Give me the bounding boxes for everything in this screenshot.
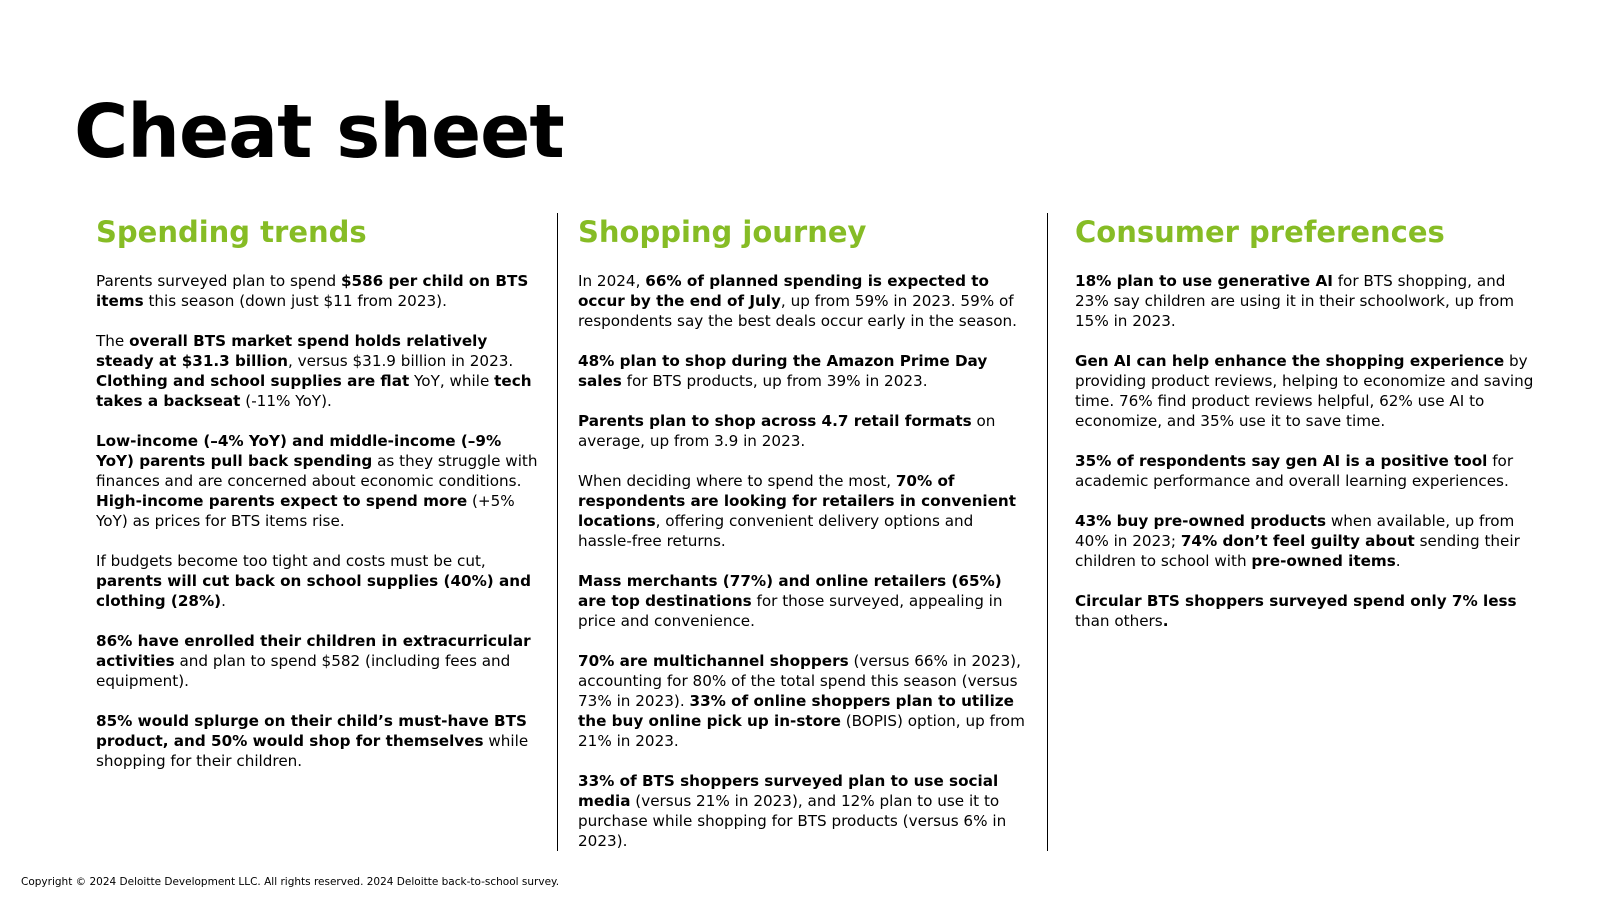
bullet-paragraph xyxy=(1075,591,1537,631)
bullet-paragraph xyxy=(96,331,542,411)
highlight-text: 43% buy pre-owned products xyxy=(1075,512,1326,530)
slide-title: Cheat sheet xyxy=(74,89,564,175)
highlight-text: tech takes a backseat xyxy=(96,372,532,410)
highlight-text: parents will cut back on school supplies (40%) and clothing (28%) xyxy=(96,572,531,610)
body-text: (versus 66% in 2023), accounting for 80% of the total spend this season (versus 73% in 2023). xyxy=(578,652,1021,710)
bullet-paragraph xyxy=(578,571,1030,631)
highlight-text: Low-income (–4% YoY) and middle-income (–9% YoY) parents pull back spending xyxy=(96,432,502,470)
spending-trends-body xyxy=(96,271,542,771)
highlight-text: 86% have enrolled their children in extracurricular activities xyxy=(96,632,531,670)
footer-copyright: Copyright © 2024 Deloitte Development LLC. All rights reserved. 2024 Deloitte back-to-school survey. xyxy=(21,876,560,888)
body-text: , offering convenient delivery options and hassle-free returns. xyxy=(578,512,974,550)
body-text: In 2024, xyxy=(578,272,646,290)
consumer-preferences-column xyxy=(1075,214,1537,651)
column-divider xyxy=(1047,213,1048,851)
spending-trends-heading: Spending trends xyxy=(96,215,367,249)
highlight-text: Circular BTS shoppers surveyed spend only 7% less xyxy=(1075,592,1517,610)
highlight-text: overall BTS market spend holds relatively steady at $31.3 billion xyxy=(96,332,488,370)
consumer-preferences-heading: Consumer preferences xyxy=(1075,215,1445,249)
shopping-journey-column xyxy=(578,214,1030,871)
body-text: If budgets become too tight and costs must be cut, xyxy=(96,552,486,570)
body-text: when available, up from 40% in 2023; xyxy=(1075,512,1515,550)
body-text: , versus $31.9 billion in 2023. xyxy=(287,352,514,370)
bullet-paragraph xyxy=(578,651,1030,751)
bullet-paragraph xyxy=(1075,271,1537,331)
body-text: as they struggle with finances and are concerned about economic conditions. xyxy=(96,452,538,490)
body-text: . xyxy=(221,592,226,610)
body-text: on average, up from 3.9 in 2023. xyxy=(578,412,996,450)
highlight-text: 33% of online shoppers plan to utilize the buy online pick up in-store xyxy=(578,692,1014,730)
body-text: and plan to spend $582 (including fees and equipment). xyxy=(96,652,511,690)
highlight-text: pre-owned items xyxy=(1251,552,1396,570)
body-text: Parents surveyed plan to spend xyxy=(96,272,341,290)
highlight-text: 35% of respondents say gen AI is a positive tool xyxy=(1075,452,1488,470)
bullet-paragraph xyxy=(578,411,1030,451)
body-text: YoY, while xyxy=(409,372,495,390)
highlight-text: $586 per child on BTS items xyxy=(96,272,529,310)
bullet-paragraph xyxy=(96,271,542,311)
bullet-paragraph xyxy=(578,271,1030,331)
highlight-text: 18% plan to use generative AI xyxy=(1075,272,1333,290)
body-text: (-11% YoY). xyxy=(240,392,332,410)
bullet-paragraph xyxy=(96,711,542,771)
bullet-paragraph xyxy=(1075,451,1537,491)
body-text: while shopping for their children. xyxy=(96,732,529,770)
highlight-text: 66% of planned spending is expected to occur by the end of July xyxy=(578,272,989,310)
body-text: The xyxy=(96,332,130,350)
body-text: for those surveyed, appealing in price and convenience. xyxy=(578,592,1003,630)
body-text: for BTS shopping, and 23% say children are using it in their schoolwork, up from 15% in 2023. xyxy=(1075,272,1515,330)
bullet-paragraph xyxy=(578,771,1030,851)
highlight-text: Parents plan to shop across 4.7 retail formats xyxy=(578,412,972,430)
body-text: this season (down just $11 from 2023). xyxy=(143,292,447,310)
body-text: for BTS products, up from 39% in 2023. xyxy=(621,372,928,390)
bullet-paragraph xyxy=(578,471,1030,551)
highlight-text: Gen AI can help enhance the shopping experience xyxy=(1075,352,1505,370)
body-text: than others xyxy=(1075,612,1163,630)
highlight-text: Mass merchants (77%) and online retailers (65%) are top destinations xyxy=(578,572,1002,610)
body-text: , up from 59% in 2023. 59% of respondents say the best deals occur early in the season. xyxy=(578,292,1018,330)
bullet-paragraph xyxy=(578,351,1030,391)
highlight-text: Clothing and school supplies are flat xyxy=(96,372,410,390)
highlight-text: 48% plan to shop during the Amazon Prime Day sales xyxy=(578,352,988,390)
column-divider xyxy=(557,213,558,851)
bullet-paragraph xyxy=(1075,351,1537,431)
highlight-text: 33% of BTS shoppers surveyed plan to use social media xyxy=(578,772,999,810)
highlight-text: 74% don’t feel guilty about xyxy=(1180,532,1415,550)
body-text: . xyxy=(1395,552,1401,570)
body-text: (versus 21% in 2023), and 12% plan to use it to purchase while shopping for BTS products (versus 6% in 2023). xyxy=(578,792,1007,850)
consumer-preferences-body xyxy=(1075,271,1537,631)
body-text: When deciding where to spend the most, xyxy=(578,472,896,490)
highlight-text: 85% would splurge on their child’s must-have BTS product, and 50% would shop for themselves xyxy=(96,712,527,750)
body-text: (BOPIS) option, up from 21% in 2023. xyxy=(578,712,1025,750)
highlight-text: High-income parents expect to spend more xyxy=(96,492,468,510)
bullet-paragraph xyxy=(96,431,542,531)
bullet-paragraph xyxy=(96,631,542,691)
body-text: sending their children to school with xyxy=(1075,532,1520,570)
body-text: by providing product reviews, helping to economize and saving time. 76% find product reviews helpful, 62% use AI to economize, and 35% use it to save time. xyxy=(1075,352,1534,430)
highlight-text: 70% are multichannel shoppers xyxy=(578,652,849,670)
highlight-text: . xyxy=(1162,612,1169,630)
highlight-text: 70% of respondents are looking for retailers in convenient locations xyxy=(578,472,1016,530)
body-text: for academic performance and overall learning experiences. xyxy=(1075,452,1514,490)
shopping-journey-body xyxy=(578,271,1030,851)
body-text: (+5% YoY) as prices for BTS items rise. xyxy=(96,492,515,530)
spending-trends-column xyxy=(96,214,542,791)
bullet-paragraph xyxy=(1075,511,1537,571)
bullet-paragraph xyxy=(96,551,542,611)
shopping-journey-heading: Shopping journey xyxy=(578,215,867,249)
